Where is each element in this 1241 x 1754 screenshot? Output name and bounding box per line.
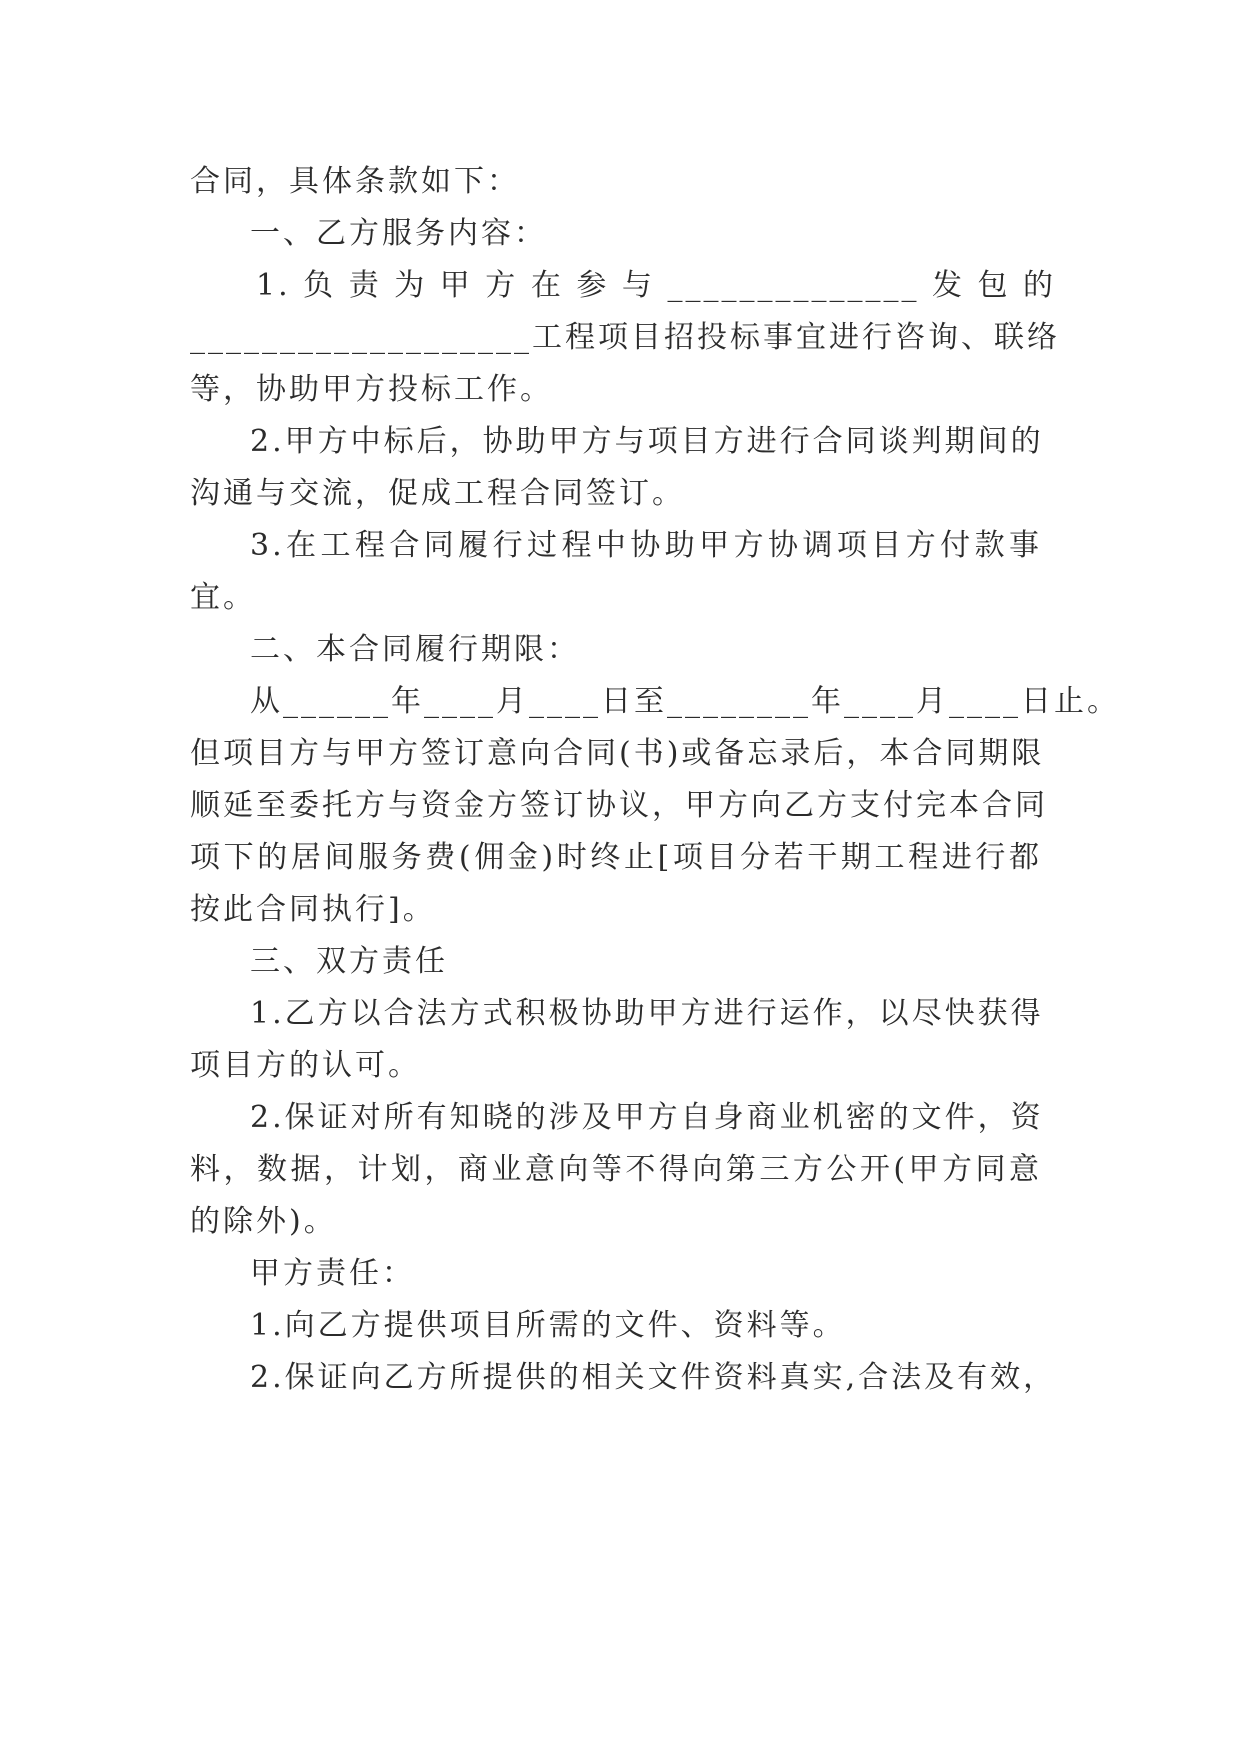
section-heading-responsibilities: 三、双方责任	[250, 944, 448, 979]
paragraph-line: 1. 负 责 为 甲 方 在 参 与 ______________ 发 包 的	[256, 268, 1057, 303]
paragraph-line: 合同，具体条款如下：	[190, 164, 520, 199]
paragraph-line: 按此合同执行]。	[190, 892, 436, 927]
paragraph-line: 的除外)。	[190, 1204, 337, 1239]
paragraph-line: 1.向乙方提供项目所需的文件、资料等。	[250, 1308, 846, 1343]
paragraph-line: 3.在工程合同履行过程中协助甲方协调项目方付款事	[250, 528, 1042, 563]
paragraph-line: 项下的居间服务费(佣金)时终止[项目分若干期工程进行都	[190, 840, 1042, 875]
paragraph-line: 宜。	[190, 580, 256, 615]
paragraph-line: 1.乙方以合法方式积极协助甲方进行运作，以尽快获得	[250, 996, 1044, 1031]
paragraph-line: 等，协助甲方投标工作。	[190, 372, 553, 407]
paragraph-line: 2.甲方中标后，协助甲方与项目方进行合同谈判期间的	[250, 424, 1044, 459]
paragraph-line: 2.保证向乙方所提供的相关文件资料真实,合法及有效，	[250, 1360, 1057, 1395]
paragraph-line: ___________________工程项目招投标事宜进行咨询、联络	[190, 320, 1060, 355]
section-heading-service: 一、乙方服务内容：	[250, 216, 547, 251]
section-heading-term: 二、本合同履行期限：	[250, 632, 580, 667]
paragraph-line: 顺延至委托方与资金方签订协议，甲方向乙方支付完本合同	[190, 788, 1048, 823]
paragraph-line: 料，数据，计划，商业意向等不得向第三方公开(甲方同意	[190, 1152, 1042, 1187]
paragraph-line: 2.保证对所有知晓的涉及甲方自身商业机密的文件，资	[250, 1100, 1044, 1135]
paragraph-line: 从______年____月____日至________年____月____日止。	[250, 684, 1120, 719]
section-heading-party-a: 甲方责任：	[250, 1256, 415, 1291]
paragraph-line: 但项目方与甲方签订意向合同(书)或备忘录后，本合同期限	[190, 736, 1045, 771]
paragraph-line: 项目方的认可。	[190, 1048, 421, 1083]
paragraph-line: 沟通与交流，促成工程合同签订。	[190, 476, 685, 511]
